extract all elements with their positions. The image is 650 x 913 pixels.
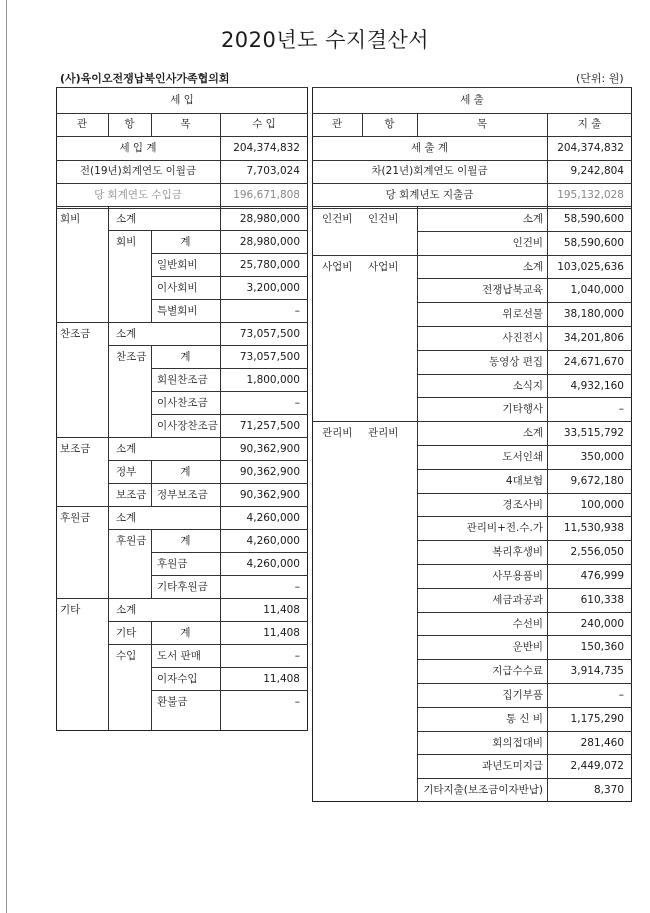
- expense-value: 33,515,792: [563, 427, 624, 440]
- income-value: 90,362,900: [239, 465, 300, 478]
- income-value: –: [294, 649, 300, 662]
- income-value: 4,260,000: [246, 557, 300, 570]
- expense-value: 3,914,735: [570, 665, 624, 678]
- expense-mok: 소계: [522, 260, 543, 273]
- rule-line: [151, 253, 308, 254]
- income-current-label: 당 회계연도 수입금: [94, 189, 182, 201]
- rule-line: [56, 598, 308, 599]
- income-mok: 이사회비: [157, 281, 198, 294]
- income-value: 25,780,000: [239, 258, 300, 271]
- expense-mok: 관리비+전.수.가: [466, 522, 543, 535]
- rule-line: [312, 113, 632, 114]
- unit-label: (단위: 원): [576, 72, 624, 85]
- expense-value: 4,932,160: [570, 379, 624, 392]
- expense-mok: 경조사비: [502, 498, 543, 511]
- income-mok: 계: [180, 534, 191, 547]
- expense-mok: 소식지: [512, 379, 543, 392]
- income-mok: 이자수입: [157, 672, 198, 685]
- expense-gwan: 관리비: [322, 427, 353, 440]
- income-value: 71,257,500: [239, 419, 300, 432]
- expense-mok: 도서인쇄: [502, 450, 543, 463]
- rule-line: [417, 707, 632, 708]
- rule-line: [108, 460, 308, 461]
- expense-mok: 지급수수료: [492, 665, 543, 678]
- rule-line: [417, 612, 632, 613]
- rule-line: [417, 445, 632, 446]
- income-value: 90,362,900: [239, 442, 300, 455]
- rule-line: [417, 278, 632, 279]
- income-value: 4,260,000: [246, 511, 300, 524]
- income-value: –: [294, 695, 300, 708]
- rule-line: [108, 230, 308, 231]
- rule-line: [417, 540, 632, 541]
- rule-line: [417, 374, 632, 375]
- expense-hang: 관리비: [368, 427, 399, 440]
- expense-value: –: [618, 403, 624, 416]
- rule-line: [56, 87, 308, 88]
- rule-line: [151, 667, 308, 668]
- rule-line: [417, 588, 632, 589]
- expense-mok: 운반비: [512, 641, 543, 654]
- rule-line: [108, 345, 308, 346]
- expense-value: 2,556,050: [570, 546, 624, 559]
- income-mok: 회원찬조금: [157, 373, 208, 386]
- income-mok: 환불금: [157, 695, 188, 708]
- expense-col-gwan: 관: [331, 118, 343, 130]
- income-col-hang: 항: [124, 118, 135, 130]
- income-hang: 소계: [116, 212, 137, 225]
- rule-line: [151, 368, 308, 369]
- income-hang: 기타: [116, 626, 137, 639]
- rule-line: [417, 469, 632, 470]
- expense-gwan: 사업비: [322, 260, 353, 273]
- expense-total-value: 204,374,832: [557, 142, 624, 154]
- rule-line: [56, 322, 308, 323]
- expense-total-label: 세 출 계: [410, 142, 449, 154]
- income-hang: 후원금: [116, 534, 147, 547]
- income-col-amount: 수 입: [252, 118, 276, 130]
- expense-col-mok: 목: [476, 118, 488, 130]
- income-col-mok: 목: [180, 118, 191, 130]
- expense-mok: 수선비: [512, 617, 543, 630]
- expense-carry-value: 9,242,804: [570, 165, 624, 177]
- rule-line: [151, 690, 308, 691]
- expense-value: 34,201,806: [563, 331, 624, 344]
- rule-line: [312, 421, 632, 422]
- expense-gwan: 인건비: [322, 212, 353, 225]
- income-mok: 이사찬조금: [157, 396, 208, 409]
- expense-mok: 사진전시: [502, 331, 543, 344]
- income-value: 11,408: [263, 603, 300, 616]
- rule-line: [417, 731, 632, 732]
- income-hang: 소계: [116, 327, 137, 340]
- rule-line: [56, 437, 308, 438]
- expense-col-amount: 지 출: [577, 118, 602, 130]
- expense-value: –: [618, 688, 624, 701]
- expense-value: 8,370: [593, 784, 624, 797]
- expense-carry-label: 차(21년)회계연도 이월금: [371, 165, 488, 177]
- income-gwan: 회비: [60, 212, 81, 225]
- expense-current-value: 195,132,028: [557, 189, 624, 201]
- expense-mok: 집기부품: [502, 688, 543, 701]
- expense-mok: 소계: [522, 212, 543, 225]
- income-mok: 정부보조금: [157, 488, 208, 501]
- income-value: 3,200,000: [246, 281, 300, 294]
- income-value: –: [294, 580, 300, 593]
- expense-value: 350,000: [580, 450, 624, 463]
- income-hang: 소계: [116, 511, 137, 524]
- rule-line: [312, 87, 632, 88]
- rule-line: [417, 397, 632, 398]
- income-mok: 이사장찬조금: [157, 419, 218, 432]
- expense-mok: 회의접대비: [492, 736, 543, 749]
- expense-value: 58,590,600: [563, 236, 624, 249]
- income-hang: 회비: [116, 235, 137, 248]
- rule-line: [417, 326, 632, 327]
- rule-line: [312, 183, 632, 184]
- expense-value: 240,000: [580, 617, 624, 630]
- expense-value: 100,000: [580, 498, 624, 511]
- income-mok: 특별회비: [157, 304, 198, 317]
- expense-mok: 세금과공과: [492, 593, 543, 606]
- income-total-value: 204,374,832: [233, 142, 300, 154]
- expense-value: 24,671,670: [563, 355, 624, 368]
- income-gwan: 기타: [60, 603, 81, 616]
- expense-header: 세 출: [460, 94, 484, 106]
- expense-value: 38,180,000: [563, 308, 624, 321]
- rule-line: [417, 302, 632, 303]
- rule-line: [312, 160, 632, 161]
- expense-current-label: 당 회계년도 지출금: [385, 189, 474, 201]
- expense-mok: 4대보험: [505, 474, 543, 487]
- income-hang: 소계: [116, 603, 137, 616]
- expense-mok: 동영상 편집: [488, 355, 543, 368]
- rule-line: [417, 683, 632, 684]
- rule-line: [151, 276, 308, 277]
- rule-line: [417, 635, 632, 636]
- expense-mok: 기타행사: [502, 403, 543, 416]
- rule-line: [312, 136, 632, 137]
- rule-line: [417, 350, 632, 351]
- income-hang: 소계: [116, 442, 137, 455]
- rule-line: [56, 160, 308, 161]
- income-mok: 계: [180, 626, 191, 639]
- page-edge: [6, 0, 7, 913]
- rule-line: [417, 659, 632, 660]
- rule-line: [56, 506, 308, 507]
- income-mok: 계: [180, 465, 191, 478]
- rule-line: [417, 207, 418, 802]
- income-hang: 수입: [116, 649, 137, 662]
- expense-mok: 복리후생비: [492, 546, 543, 559]
- income-mok: 계: [180, 350, 191, 363]
- rule-line: [417, 493, 632, 494]
- expense-hang: 인건비: [368, 212, 399, 225]
- rule-line: [417, 778, 632, 779]
- income-hang: 보조금: [116, 488, 147, 501]
- rule-line: [56, 183, 308, 184]
- expense-value: 610,338: [580, 593, 624, 606]
- expense-value: 103,025,636: [557, 260, 624, 273]
- expense-col-hang: 항: [384, 118, 395, 130]
- income-value: 4,260,000: [246, 534, 300, 547]
- expense-mok: 사무용품비: [492, 569, 543, 582]
- rule-line: [151, 299, 308, 300]
- income-mok: 후원금: [157, 557, 188, 570]
- expense-mok: 위로선물: [502, 308, 543, 321]
- income-value: 11,408: [263, 626, 300, 639]
- expense-value: 11,530,938: [563, 522, 624, 535]
- income-value: –: [294, 396, 300, 409]
- income-mok: 일반회비: [157, 258, 198, 271]
- income-mok: 도서 판매: [157, 649, 201, 662]
- rule-line: [151, 414, 308, 415]
- income-value: 28,980,000: [239, 212, 300, 225]
- income-carry-value: 7,703,024: [246, 165, 300, 177]
- income-current-value: 196,671,808: [233, 189, 300, 201]
- expense-value: 1,040,000: [570, 284, 624, 297]
- expense-value: 2,449,072: [570, 760, 624, 773]
- income-carry-label: 전(19년)회계연도 이월금: [79, 165, 197, 177]
- rule-line: [108, 483, 308, 484]
- expense-value: 476,999: [580, 569, 624, 582]
- income-col-gwan: 관: [76, 118, 88, 130]
- income-mok: 기타후원금: [157, 580, 208, 593]
- income-value: 73,057,500: [239, 350, 300, 363]
- rule-line: [151, 575, 308, 576]
- rule-line: [312, 206, 632, 209]
- income-value: –: [294, 304, 300, 317]
- organization-name: (사)육이오전쟁납북인사가족협의회: [60, 72, 230, 85]
- rule-line: [151, 552, 308, 553]
- rule-line: [417, 754, 632, 755]
- expense-value: 9,672,180: [570, 474, 624, 487]
- income-value: 90,362,900: [239, 488, 300, 501]
- income-gwan: 보조금: [60, 442, 91, 455]
- rule-line: [108, 644, 308, 645]
- rule-line: [417, 231, 632, 232]
- rule-line: [108, 207, 109, 731]
- income-value: 1,800,000: [246, 373, 300, 386]
- rule-line: [417, 564, 632, 565]
- expense-mok: 과년도미지급: [482, 760, 543, 773]
- income-value: 73,057,500: [239, 327, 300, 340]
- income-value: 11,408: [263, 672, 300, 685]
- income-hang: 정부: [116, 465, 137, 478]
- expense-hang: 사업비: [368, 260, 399, 273]
- expense-mok: 통 신 비: [505, 712, 543, 725]
- income-value: 28,980,000: [239, 235, 300, 248]
- income-gwan: 후원금: [60, 511, 91, 524]
- expense-value: 58,590,600: [563, 212, 624, 225]
- rule-line: [108, 621, 308, 622]
- rule-line: [56, 113, 308, 114]
- rule-line: [56, 136, 308, 137]
- rule-line: [417, 516, 632, 517]
- income-hang: 찬조금: [116, 350, 147, 363]
- rule-line: [108, 529, 308, 530]
- expense-mok: 전쟁납북교육: [482, 284, 543, 297]
- expense-mok: 인건비: [512, 236, 543, 249]
- income-mok: 계: [180, 235, 191, 248]
- rule-line: [312, 255, 632, 256]
- page-title: 2020년도 수지결산서: [220, 28, 430, 52]
- expense-value: 1,175,290: [570, 712, 624, 725]
- income-header: 세 입: [170, 94, 194, 106]
- income-gwan: 찬조금: [60, 327, 91, 340]
- rule-line: [151, 391, 308, 392]
- rule-line: [56, 206, 308, 209]
- expense-mok: 기타지출(보조금이자반납): [423, 784, 543, 797]
- expense-value: 150,360: [580, 641, 624, 654]
- income-total-label: 세 입 계: [119, 142, 157, 154]
- expense-value: 281,460: [580, 736, 624, 749]
- expense-mok: 소계: [522, 427, 543, 440]
